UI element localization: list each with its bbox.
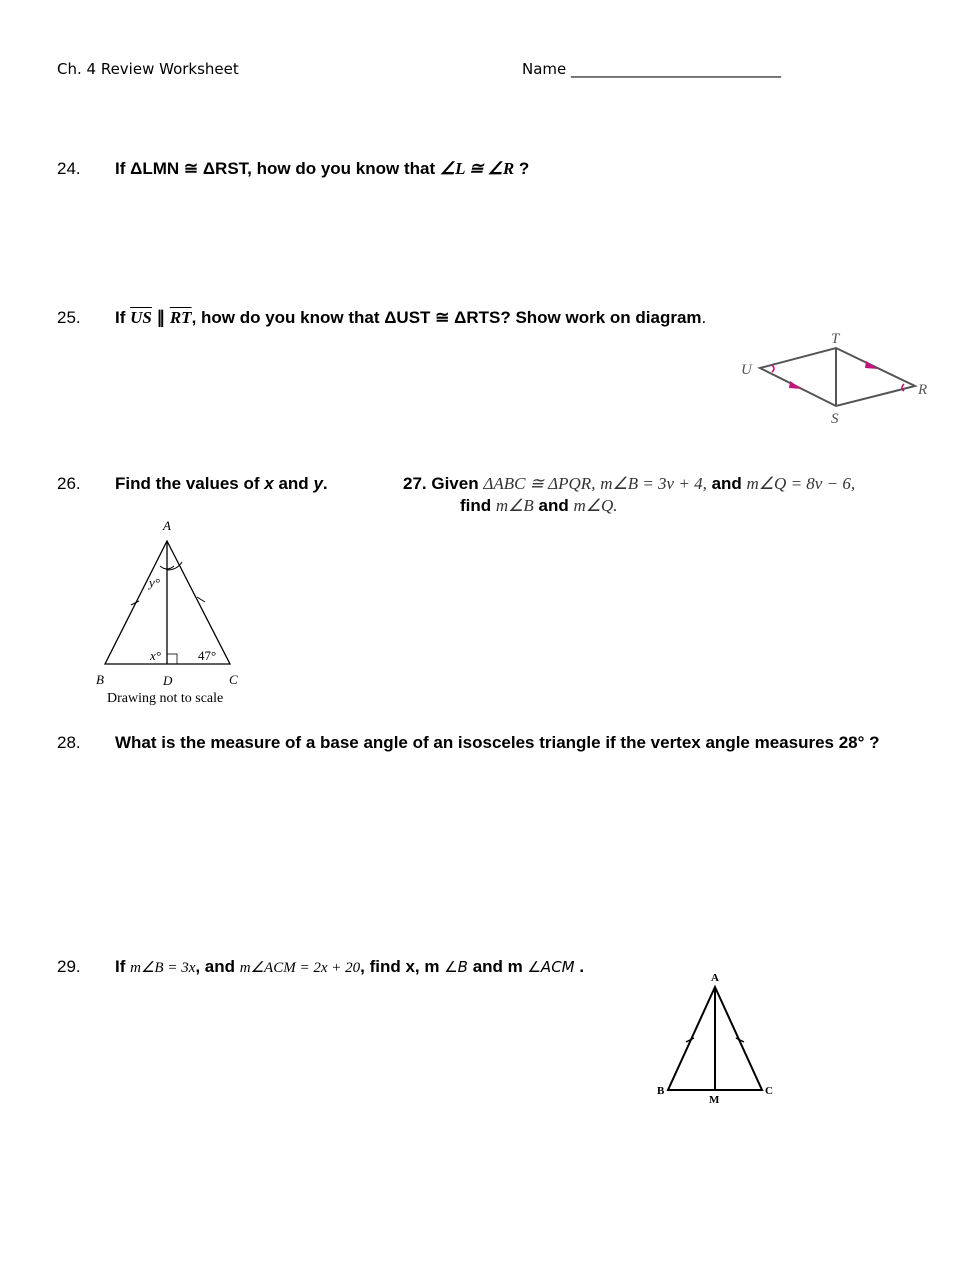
q26-text — [115, 474, 328, 494]
q25-period: . — [701, 308, 707, 327]
q27-mb: m∠B — [495, 496, 534, 515]
q26-number: 26. — [57, 474, 81, 493]
q27-mq: m∠Q. — [573, 496, 618, 515]
q25-if: If — [115, 308, 126, 327]
q25-arrow-tr — [865, 361, 878, 369]
q27-mq-expr: m∠Q = 8v − 6, — [746, 474, 856, 493]
q29-label-m: M — [709, 1094, 720, 1106]
q27-line1 — [403, 474, 855, 494]
q24-math: ∠L ≅ ∠R — [439, 159, 515, 178]
q27-and2: and — [538, 496, 569, 515]
q29-label-a: A — [711, 972, 719, 984]
q24-number: 24. — [57, 159, 81, 178]
q29-expr2: m∠ACM = 2x + 20 — [239, 960, 361, 976]
q26-label-y: y° — [149, 575, 160, 590]
q26-label-47: 47° — [198, 648, 217, 663]
q26-and: and — [278, 474, 309, 493]
q26-label-x: x° — [150, 648, 161, 663]
q29-find: , find x, m — [360, 957, 440, 976]
q25-label-u: U — [741, 362, 752, 378]
q25-parallel: ∥ — [156, 308, 166, 327]
q25-label-r: R — [918, 382, 928, 398]
q25-angle-mark-u — [772, 365, 774, 372]
q29-text — [115, 957, 584, 977]
q29-and-m: and m — [472, 957, 523, 976]
q26-var-y: y — [313, 474, 323, 493]
q28-text: What is the measure of a base angle of an isosceles triangle if the vertex angle measures 28° ? — [115, 733, 880, 752]
q25-segment-us: $\overline{US}$ — [130, 308, 152, 327]
name-line: ____________________________ — [571, 60, 782, 78]
q29-ang-b: ∠B — [444, 958, 468, 976]
q26-label-c: C — [229, 672, 238, 687]
q29-comma-and: , and — [195, 957, 236, 976]
q27-mb-expr: m∠B = 3v + 4, — [600, 474, 707, 493]
q26-right-angle-mark — [167, 654, 177, 664]
q26-text-a: Find the values of — [115, 474, 260, 493]
q26-triangle-diagram — [88, 512, 258, 712]
q25-text — [115, 308, 706, 328]
q27-find: find — [460, 496, 492, 515]
q29-label-c: C — [765, 1085, 773, 1097]
q25-angle-mark-r — [902, 384, 904, 391]
q29-number: 29. — [57, 957, 81, 976]
q26-caption: Drawing not to scale — [107, 691, 224, 706]
q25-label-t: T — [831, 331, 840, 347]
worksheet-title: Ch. 4 Review Worksheet — [57, 60, 239, 78]
q25-parallelogram-diagram — [732, 328, 937, 428]
q26-label-d: D — [163, 673, 173, 688]
q27-line2 — [460, 496, 618, 516]
q26-label-a: A — [163, 518, 171, 533]
q24-text-b: ? — [518, 159, 530, 178]
q27-prefix: 27. Given — [403, 474, 479, 493]
q29-ang-acm: ∠ACM — [527, 958, 575, 976]
q25-number: 25. — [57, 308, 81, 327]
q26-period: . — [322, 474, 328, 493]
q25-label-s: S — [831, 411, 839, 427]
q26-var-x: x — [264, 474, 274, 493]
q29-label-b: B — [657, 1085, 665, 1097]
q28-number: 28. — [57, 733, 81, 752]
q27-congruence: ΔABC ≅ ΔPQR, — [483, 474, 596, 493]
name-label: Name — [522, 60, 567, 78]
q26-label-b: B — [96, 672, 104, 687]
q24-text — [115, 159, 529, 179]
q29-if: If — [115, 957, 126, 976]
q24-text-a: If ΔLMN ≅ ΔRST, how do you know that — [115, 159, 436, 178]
q29-expr1: m∠B = 3x — [130, 960, 196, 976]
q27-and: and — [711, 474, 742, 493]
q25-segment-rt: $\overline{RT}$ — [169, 308, 192, 327]
q25-text-b: , how do you know that ΔUST ≅ ΔRTS? Show work on diagram — [191, 308, 702, 327]
q25-arrow-us — [789, 381, 802, 389]
q29-triangle-diagram — [650, 965, 780, 1110]
q25-parallelogram-outline — [760, 348, 915, 406]
q29-period: . — [579, 957, 585, 976]
name-field — [522, 60, 781, 78]
